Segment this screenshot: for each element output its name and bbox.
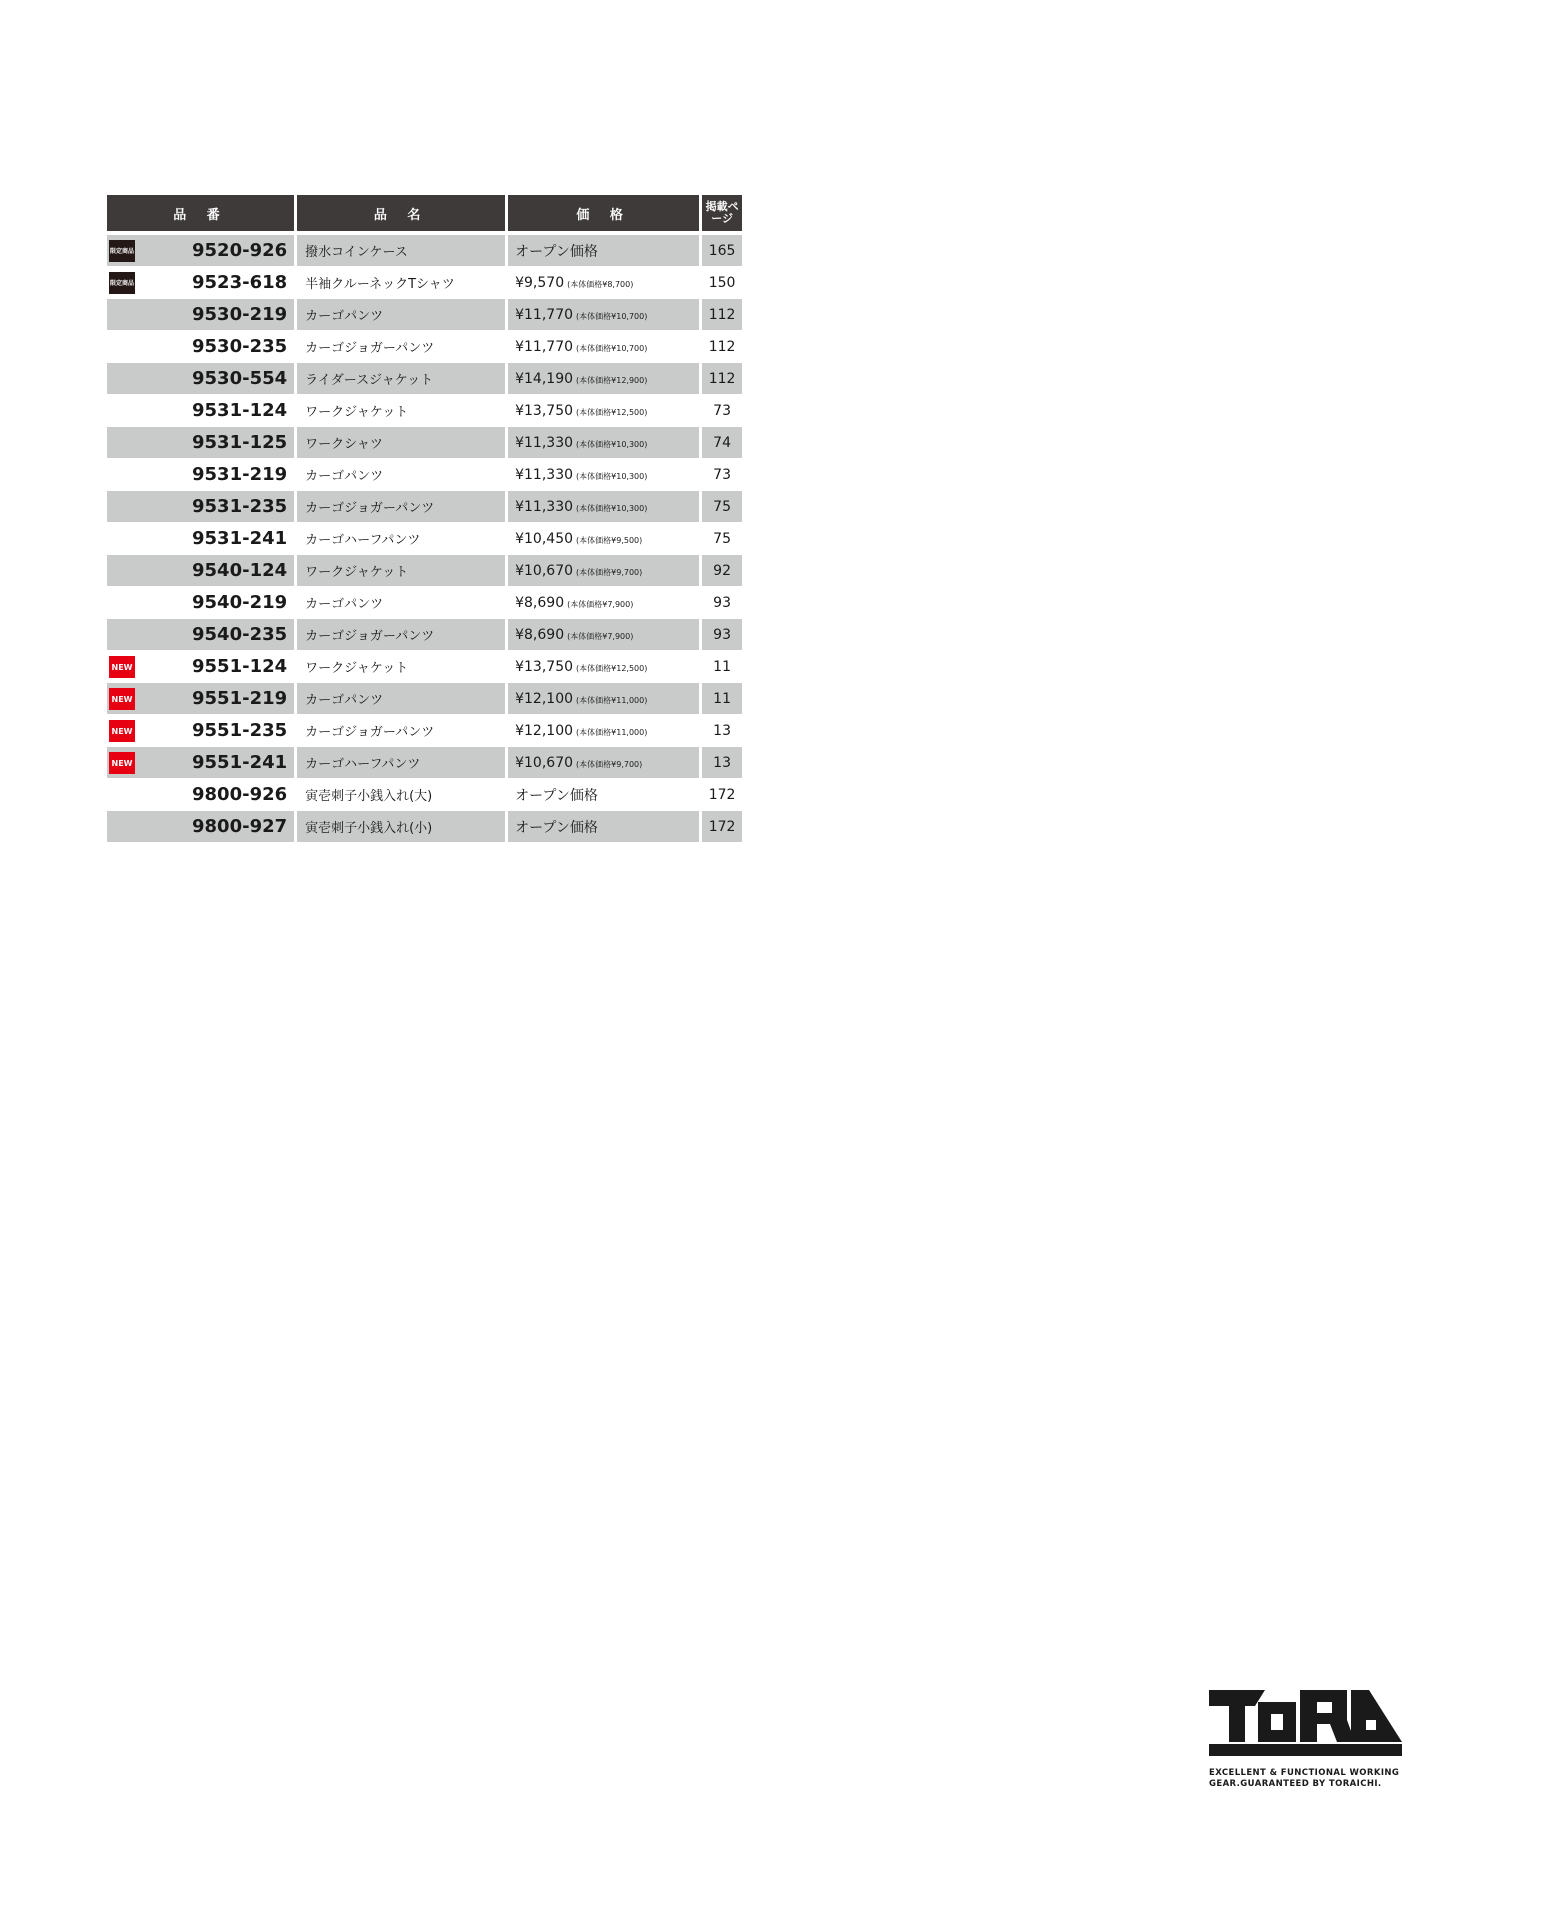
part-number: 9800-926 xyxy=(192,784,288,805)
price-note: (本体価格¥7,900) xyxy=(567,599,634,609)
part-number: 9520-926 xyxy=(192,240,288,261)
cell-name xyxy=(297,811,505,842)
price xyxy=(508,403,647,419)
product-name: ワークシャツ xyxy=(305,437,383,452)
cell-price xyxy=(508,267,699,298)
page-number: 93 xyxy=(713,626,731,643)
table-row xyxy=(107,235,742,267)
price xyxy=(508,627,633,643)
page-number: 172 xyxy=(708,818,736,835)
price xyxy=(508,275,633,291)
page-number: 112 xyxy=(708,338,736,355)
cell-part-no xyxy=(107,715,294,746)
page-number: 73 xyxy=(713,466,731,483)
price-note: (本体価格¥12,900) xyxy=(576,375,648,385)
part-number: 9531-235 xyxy=(192,496,288,517)
tagline-line-2: GEAR.GUARANTEED BY TORAICHI. xyxy=(1209,1779,1382,1789)
page-number: 11 xyxy=(713,690,731,707)
cell-price xyxy=(508,523,699,554)
price-value: ¥10,670 xyxy=(515,562,574,579)
cell-part-no xyxy=(107,395,294,426)
page-number: 74 xyxy=(713,434,731,451)
table-row xyxy=(107,427,742,459)
limited-badge: 限定商品 xyxy=(109,240,135,262)
cell-price xyxy=(508,555,699,586)
cell-part-no xyxy=(107,363,294,394)
price-note: (本体価格¥12,500) xyxy=(576,407,648,417)
product-name: カーゴジョガーパンツ xyxy=(305,501,435,516)
cell-price xyxy=(508,299,699,330)
price-value: オープン価格 xyxy=(515,787,598,804)
limited-badge: 限定商品 xyxy=(109,272,135,294)
header-page: 掲載ページ xyxy=(702,195,742,231)
part-number: 9551-219 xyxy=(192,688,288,709)
cell-page xyxy=(702,395,742,426)
cell-page xyxy=(702,235,742,266)
part-number: 9551-235 xyxy=(192,720,288,741)
product-name: 寅壱刺子小銭入れ(大) xyxy=(305,789,433,804)
cell-part-no xyxy=(107,747,294,778)
product-name: カーゴジョガーパンツ xyxy=(305,341,435,356)
cell-price xyxy=(508,363,699,394)
price-note: (本体価格¥12,500) xyxy=(576,663,648,673)
product-name: カーゴジョガーパンツ xyxy=(305,629,435,644)
price-note: (本体価格¥10,700) xyxy=(576,311,648,321)
new-badge: NEW xyxy=(109,656,135,678)
part-number: 9531-125 xyxy=(192,432,288,453)
table-header xyxy=(107,195,742,231)
table-row xyxy=(107,363,742,395)
table-row xyxy=(107,299,742,331)
cell-page xyxy=(702,747,742,778)
table-row xyxy=(107,331,742,363)
page-number: 75 xyxy=(713,530,731,547)
table-row xyxy=(107,715,742,747)
cell-name xyxy=(297,363,505,394)
new-badge: NEW xyxy=(109,752,135,774)
price-value: ¥10,450 xyxy=(515,530,574,547)
cell-price xyxy=(508,779,699,810)
cell-name xyxy=(297,555,505,586)
price-value: ¥8,690 xyxy=(515,626,565,643)
cell-part-no xyxy=(107,267,294,298)
product-name: カーゴパンツ xyxy=(305,597,384,612)
price xyxy=(508,659,647,675)
price xyxy=(508,785,601,805)
product-name: ワークジャケット xyxy=(305,565,409,580)
cell-name xyxy=(297,427,505,458)
tagline-line-1: EXCELLENT & FUNCTIONAL WORKING xyxy=(1209,1768,1400,1778)
part-number: 9551-124 xyxy=(192,656,288,677)
price-value: ¥11,330 xyxy=(515,498,574,515)
price xyxy=(508,723,647,739)
new-badge: NEW xyxy=(109,720,135,742)
cell-name xyxy=(297,651,505,682)
cell-page xyxy=(702,363,742,394)
page-number: 75 xyxy=(713,498,731,515)
product-table xyxy=(107,195,742,843)
price-value: ¥12,100 xyxy=(515,722,574,739)
cell-part-no xyxy=(107,459,294,490)
cell-page xyxy=(702,715,742,746)
cell-price xyxy=(508,747,699,778)
price-note: (本体価格¥10,700) xyxy=(576,343,648,353)
price xyxy=(508,371,647,387)
product-name: カーゴハーフパンツ xyxy=(305,757,421,772)
cell-name xyxy=(297,267,505,298)
price-note: (本体価格¥10,300) xyxy=(576,439,648,449)
part-number: 9530-235 xyxy=(192,336,288,357)
cell-page xyxy=(702,619,742,650)
price xyxy=(508,563,642,579)
cell-price xyxy=(508,619,699,650)
cell-name xyxy=(297,779,505,810)
cell-page xyxy=(702,587,742,618)
price-value: オープン価格 xyxy=(515,819,598,836)
product-name: 撥水コインケース xyxy=(305,245,408,260)
price xyxy=(508,817,601,837)
cell-price xyxy=(508,459,699,490)
cell-price xyxy=(508,491,699,522)
table-row xyxy=(107,555,742,587)
page-number: 93 xyxy=(713,594,731,611)
table-row xyxy=(107,587,742,619)
header-name: 品 名 xyxy=(297,195,505,231)
cell-price xyxy=(508,395,699,426)
page-number: 150 xyxy=(708,274,736,291)
cell-price xyxy=(508,235,699,266)
page-number: 112 xyxy=(708,370,736,387)
cell-part-no xyxy=(107,619,294,650)
product-name: ライダースジャケット xyxy=(305,373,434,388)
cell-price xyxy=(508,683,699,714)
price-note: (本体価格¥10,300) xyxy=(576,471,648,481)
page-number: 73 xyxy=(713,402,731,419)
cell-name xyxy=(297,683,505,714)
cell-page xyxy=(702,651,742,682)
price xyxy=(508,595,633,611)
part-number: 9523-618 xyxy=(192,272,288,293)
cell-name xyxy=(297,747,505,778)
table-row xyxy=(107,683,742,715)
header-price: 価 格 xyxy=(508,195,699,231)
part-number: 9530-219 xyxy=(192,304,288,325)
price-value: ¥12,100 xyxy=(515,690,574,707)
price-note: (本体価格¥11,000) xyxy=(576,727,648,737)
cell-name xyxy=(297,619,505,650)
page-number: 11 xyxy=(713,658,731,675)
price xyxy=(508,339,647,355)
cell-name xyxy=(297,395,505,426)
cell-page xyxy=(702,459,742,490)
table-row xyxy=(107,651,742,683)
price-value: ¥14,190 xyxy=(515,370,574,387)
product-name: 寅壱刺子小銭入れ(小) xyxy=(305,821,433,836)
table-row xyxy=(107,779,742,811)
part-number: 9531-124 xyxy=(192,400,288,421)
cell-page xyxy=(702,491,742,522)
product-name: カーゴパンツ xyxy=(305,693,384,708)
part-number: 9551-241 xyxy=(192,752,288,773)
part-number: 9800-927 xyxy=(192,816,288,837)
cell-page xyxy=(702,811,742,842)
page-number: 92 xyxy=(713,562,731,579)
table-row xyxy=(107,811,742,843)
product-name: カーゴハーフパンツ xyxy=(305,533,421,548)
price xyxy=(508,755,642,771)
price-note: (本体価格¥11,000) xyxy=(576,695,648,705)
cell-name xyxy=(297,235,505,266)
cell-part-no xyxy=(107,427,294,458)
part-number: 9540-124 xyxy=(192,560,288,581)
cell-part-no xyxy=(107,651,294,682)
table-row xyxy=(107,267,742,299)
new-badge: NEW xyxy=(109,688,135,710)
cell-page xyxy=(702,779,742,810)
price-note: (本体価格¥9,500) xyxy=(576,535,643,545)
product-name: カーゴジョガーパンツ xyxy=(305,725,435,740)
cell-page xyxy=(702,331,742,362)
part-number: 9531-241 xyxy=(192,528,288,549)
cell-name xyxy=(297,587,505,618)
table-row xyxy=(107,459,742,491)
cell-part-no xyxy=(107,523,294,554)
cell-name xyxy=(297,715,505,746)
price-note: (本体価格¥9,700) xyxy=(576,567,643,577)
cell-price xyxy=(508,331,699,362)
part-number: 9540-235 xyxy=(192,624,288,645)
product-name: ワークジャケット xyxy=(305,405,409,420)
table-row xyxy=(107,747,742,779)
product-name: カーゴパンツ xyxy=(305,309,384,324)
price-value: ¥11,330 xyxy=(515,466,574,483)
page-number: 112 xyxy=(708,306,736,323)
part-number: 9531-219 xyxy=(192,464,288,485)
cell-page xyxy=(702,683,742,714)
cell-part-no xyxy=(107,683,294,714)
part-number: 9530-554 xyxy=(192,368,288,389)
cell-part-no xyxy=(107,299,294,330)
price xyxy=(508,241,601,261)
cell-price xyxy=(508,587,699,618)
cell-name xyxy=(297,331,505,362)
price-value: オープン価格 xyxy=(515,243,598,260)
cell-price xyxy=(508,811,699,842)
price-note: (本体価格¥9,700) xyxy=(576,759,643,769)
cell-part-no xyxy=(107,235,294,266)
cell-page xyxy=(702,523,742,554)
part-number: 9540-219 xyxy=(192,592,288,613)
tora-logo-mark xyxy=(1209,1690,1402,1758)
price-value: ¥8,690 xyxy=(515,594,565,611)
price-value: ¥11,770 xyxy=(515,338,574,355)
page-number: 165 xyxy=(708,242,736,259)
table-row xyxy=(107,395,742,427)
cell-part-no xyxy=(107,331,294,362)
cell-part-no xyxy=(107,779,294,810)
page-number: 13 xyxy=(713,754,731,771)
price xyxy=(508,467,647,483)
cell-part-no xyxy=(107,811,294,842)
cell-page xyxy=(702,427,742,458)
cell-price xyxy=(508,651,699,682)
cell-price xyxy=(508,715,699,746)
price xyxy=(508,435,647,451)
table-row xyxy=(107,523,742,555)
cell-part-no xyxy=(107,555,294,586)
cell-name xyxy=(297,459,505,490)
price xyxy=(508,531,642,547)
price-value: ¥10,670 xyxy=(515,754,574,771)
price-note: (本体価格¥8,700) xyxy=(567,279,634,289)
table-row xyxy=(107,491,742,523)
table-body xyxy=(107,235,742,843)
price-value: ¥13,750 xyxy=(515,658,574,675)
tora-logo xyxy=(1209,1690,1402,1790)
cell-name xyxy=(297,491,505,522)
cell-page xyxy=(702,299,742,330)
table-row xyxy=(107,619,742,651)
price-note: (本体価格¥7,900) xyxy=(567,631,634,641)
price xyxy=(508,499,647,515)
cell-name xyxy=(297,523,505,554)
cell-part-no xyxy=(107,587,294,618)
brand-tagline xyxy=(1209,1768,1402,1790)
product-name: 半袖クルーネックTシャツ xyxy=(305,277,455,292)
cell-name xyxy=(297,299,505,330)
product-name: ワークジャケット xyxy=(305,661,409,676)
cell-part-no xyxy=(107,491,294,522)
price-note: (本体価格¥10,300) xyxy=(576,503,648,513)
price-value: ¥11,330 xyxy=(515,434,574,451)
page-number: 13 xyxy=(713,722,731,739)
cell-page xyxy=(702,267,742,298)
price-value: ¥13,750 xyxy=(515,402,574,419)
price xyxy=(508,691,647,707)
cell-price xyxy=(508,427,699,458)
product-name: カーゴパンツ xyxy=(305,469,384,484)
price-value: ¥9,570 xyxy=(515,274,565,291)
price-value: ¥11,770 xyxy=(515,306,574,323)
cell-page xyxy=(702,555,742,586)
price xyxy=(508,307,647,323)
header-part-no: 品 番 xyxy=(107,195,294,231)
page-number: 172 xyxy=(708,786,736,803)
